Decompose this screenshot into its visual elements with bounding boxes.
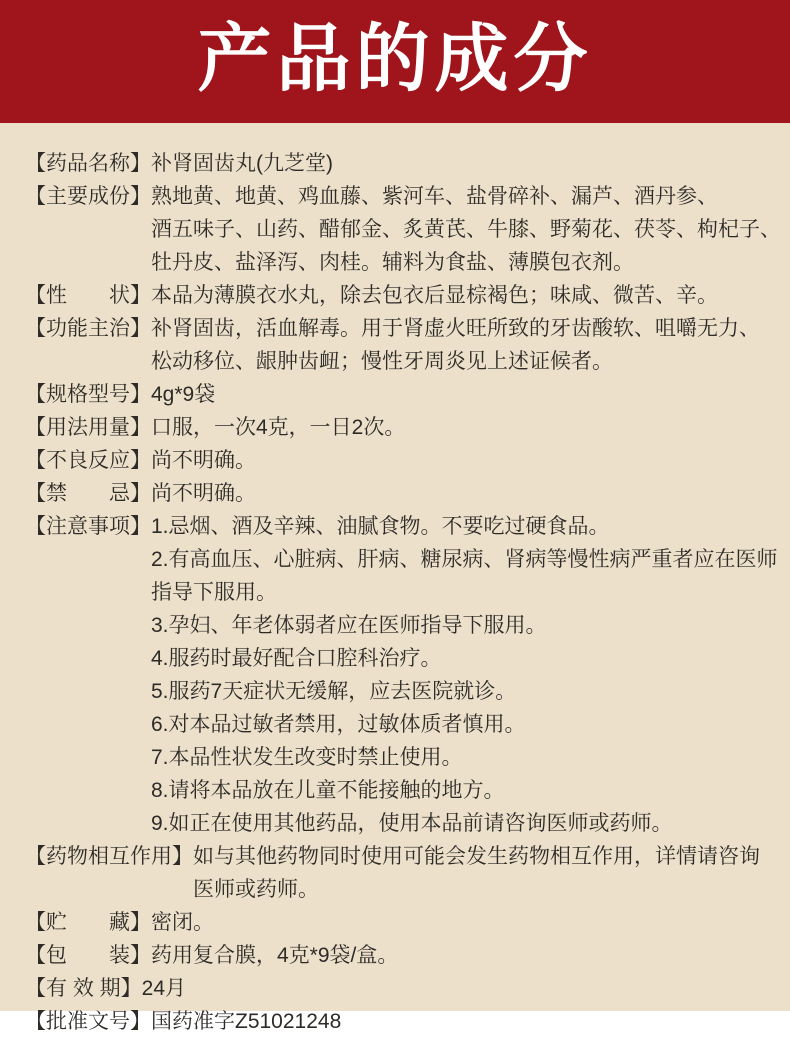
section-label: 【药物相互作用】 [25,845,193,868]
section-line: 3.孕妇、年老体弱者应在医师指导下服用。 [151,614,547,637]
section-line: 本品为薄膜衣水丸，除去包衣后显棕褐色；味咸、微苦、辛。 [151,284,718,307]
section-content [142,972,776,1005]
info-row [25,510,776,840]
section-line: 松动移位、龈肿齿衄；慢性牙周炎见上述证候者。 [151,350,613,373]
section-label: 【包 装】 [25,944,151,967]
section-label: 【禁 忌】 [25,482,151,505]
section-content [151,279,776,312]
info-row [25,972,776,1005]
section-content [151,939,776,972]
section-label: 【主要成份】 [25,185,151,208]
section-line: 尚不明确。 [151,482,256,505]
section-line: 牡丹皮、盐泽泻、肉桂。辅料为食盐、薄膜包衣剂。 [151,251,634,274]
info-row [25,411,776,444]
section-line: 4g*9袋 [151,383,216,406]
section-label: 【性 状】 [25,284,151,307]
section-label: 【注意事项】 [25,515,151,538]
section-content [151,1005,776,1038]
section-line: 密闭。 [151,911,214,934]
section-content [151,411,776,444]
section-line: 24月 [141,977,187,1000]
section-content [151,147,776,180]
section-line: 如与其他药物同时使用可能会发生药物相互作用，详情请咨询 [193,845,760,868]
section-line: 指导下服用。 [151,581,277,604]
section-label: 【规格型号】 [25,383,151,406]
section-line: 补肾固齿，活血解毒。用于肾虚火旺所致的牙齿酸软、咀嚼无力、 [151,317,760,340]
info-list [0,123,790,1038]
section-line: 4.服药时最好配合口腔科治疗。 [151,647,442,670]
section-line: 9.如正在使用其他药品，使用本品前请咨询医师或药师。 [151,812,673,835]
section-line: 口服，一次4克，一日2次。 [151,416,406,439]
section-line: 5.服药7天症状无缓解，应去医院就诊。 [151,680,517,703]
section-content [151,510,776,840]
section-content [151,444,776,477]
info-row [25,279,776,312]
section-label: 【贮 藏】 [25,911,151,934]
section-label: 【功能主治】 [25,317,151,340]
section-line: 熟地黄、地黄、鸡血藤、紫河车、盐骨碎补、漏芦、酒丹参、 [151,185,718,208]
section-line: 8.请将本品放在儿童不能接触的地方。 [151,779,505,802]
header-banner [0,0,790,123]
section-label: 【药品名称】 [25,152,151,175]
info-row [25,1005,776,1038]
section-line: 1.忌烟、酒及辛辣、油腻食物。不要吃过硬食品。 [151,515,610,538]
section-line: 6.对本品过敏者禁用，过敏体质者慎用。 [151,713,526,736]
section-label: 【用法用量】 [25,416,151,439]
info-row [25,840,776,906]
section-content [151,180,781,279]
section-line: 7.本品性状发生改变时禁止使用。 [151,746,463,769]
section-label: 【批准文号】 [25,1010,151,1033]
section-line: 尚不明确。 [151,449,256,472]
info-row [25,444,776,477]
page-title: 产品的成分 [197,16,593,100]
section-content [151,312,776,378]
info-row [25,180,781,279]
info-row [25,312,776,378]
section-line: 国药准字Z51021248 [151,1010,342,1033]
info-row [25,147,776,180]
section-content [151,477,776,510]
section-label: 【有 效 期】 [25,977,142,1000]
section-line: 医师或药师。 [193,878,319,901]
section-label: 【不良反应】 [25,449,151,472]
section-line: 补肾固齿丸(九芝堂) [151,152,333,175]
info-row [25,906,776,939]
section-content [151,906,776,939]
info-row [25,477,776,510]
section-content [151,378,776,411]
section-content [193,840,776,906]
section-line: 药用复合膜，4克*9袋/盒。 [151,944,399,967]
section-line: 酒五味子、山药、醋郁金、炙黄芪、牛膝、野菊花、茯苓、枸杞子、 [151,218,781,241]
info-row [25,939,776,972]
info-row [25,378,776,411]
section-line: 2.有高血压、心脏病、肝病、糖尿病、肾病等慢性病严重者应在医师 [151,548,778,571]
